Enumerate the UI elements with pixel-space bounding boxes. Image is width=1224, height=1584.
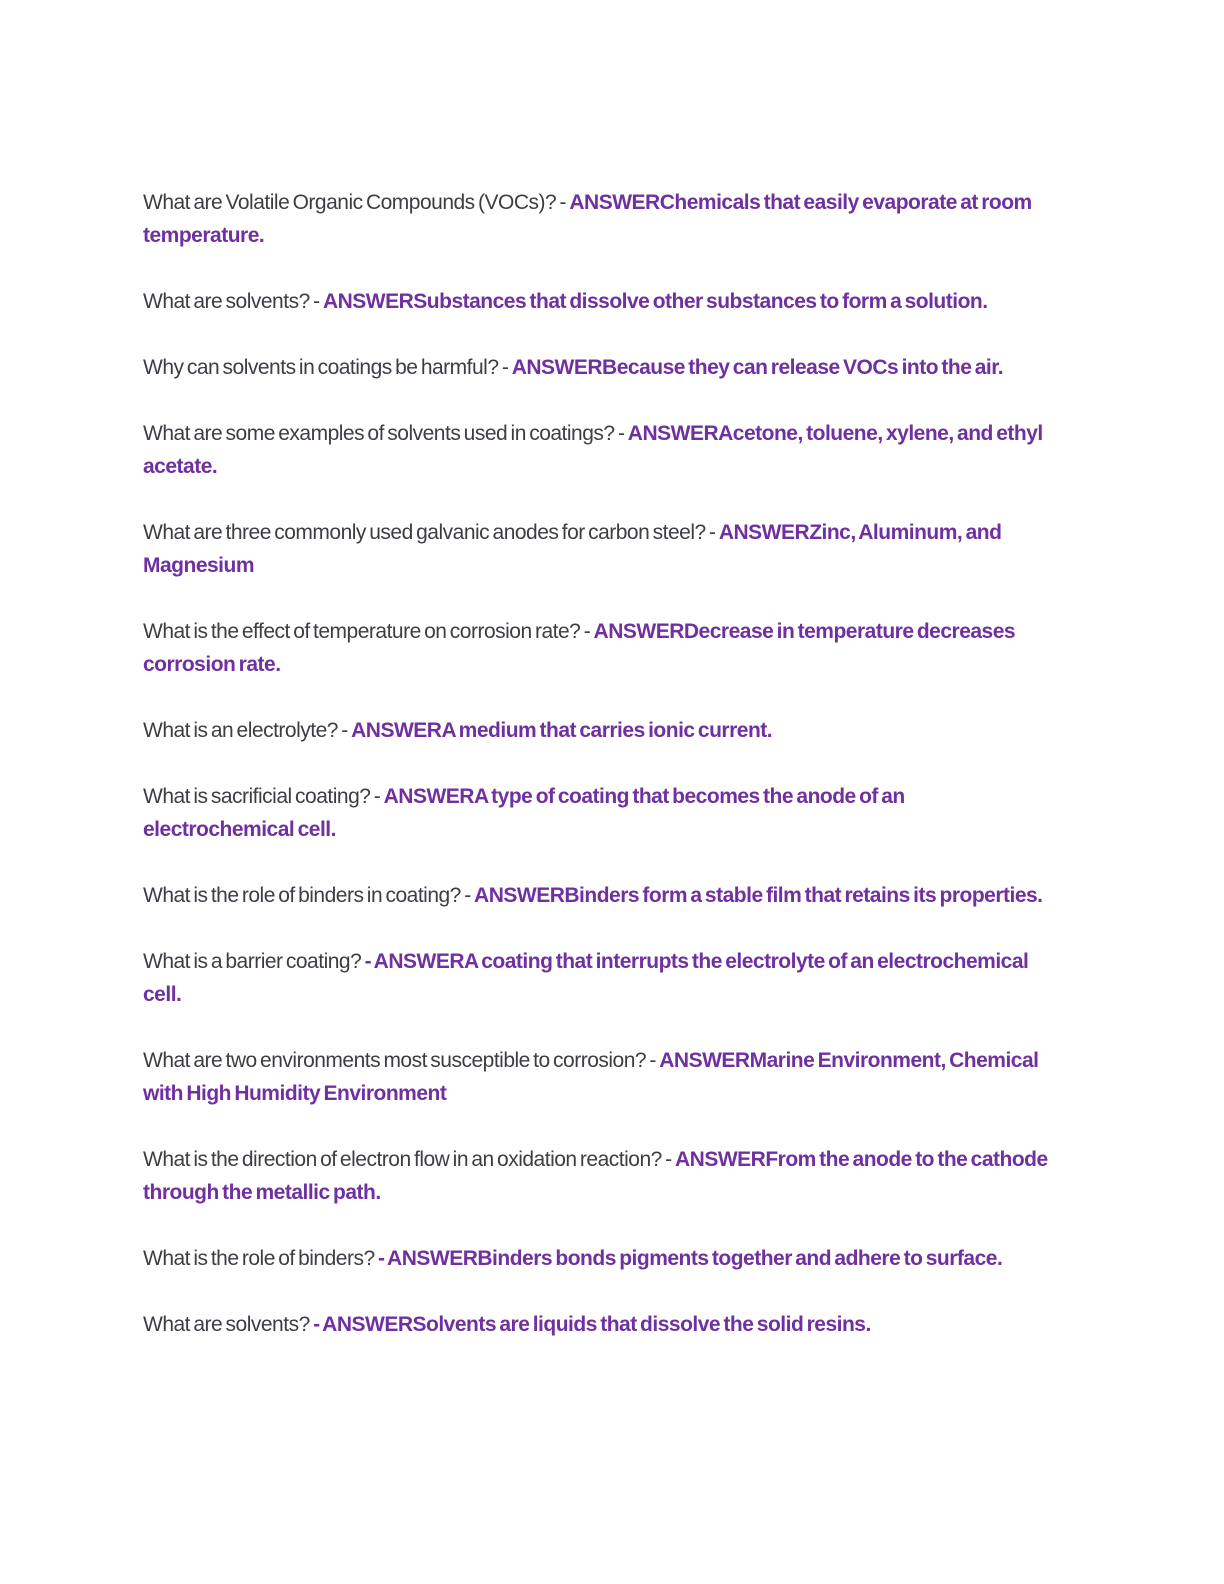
qa-item (143, 285, 1049, 318)
question-text: What are Volatile Organic Compounds (VOCs)? (143, 191, 557, 214)
answer-text (474, 884, 1042, 907)
answer-body: Marine Environment, Chemical with High Humidity Environment (143, 1049, 1039, 1105)
answer-body: Acetone, toluene, xylene, and ethyl acetate. (143, 422, 1043, 478)
answer-text (387, 1247, 1002, 1270)
answer-prefix: ANSWER (322, 290, 414, 313)
separator-dash: - (337, 719, 352, 742)
separator-dash: - (309, 1313, 323, 1336)
question-text: What are solvents? (143, 1313, 310, 1336)
answer-prefix: ANSWER (474, 884, 565, 907)
answer-prefix: ANSWER (718, 521, 810, 544)
question-text: What are three commonly used galvanic anodes for carbon steel? (143, 521, 706, 544)
answer-prefix: ANSWER (593, 620, 684, 643)
answer-prefix: ANSWER (373, 950, 465, 973)
answer-body: Chemicals that easily evaporate at room temperature. (143, 191, 1032, 247)
question-text: What is sacrificial coating? (143, 785, 371, 808)
question-text: What is the effect of temperature on corrosion rate? (143, 620, 581, 643)
answer-body: Decrease in temperature decreases corrosion rate. (143, 620, 1016, 676)
qa-item (143, 1242, 1049, 1275)
answer-body: Binders form a stable film that retains its properties. (564, 884, 1043, 907)
question-text: What is the role of binders in coating? (143, 884, 461, 907)
qa-item (143, 1308, 1049, 1341)
answer-prefix: ANSWER (322, 1313, 413, 1336)
answer-prefix: ANSWER (659, 1049, 750, 1072)
answer-prefix: ANSWER (383, 785, 474, 808)
qa-item (143, 417, 1049, 483)
qa-item (143, 615, 1049, 681)
answer-body: Solvents are liquids that dissolve the solid resins. (412, 1313, 871, 1336)
answer-prefix: ANSWER (351, 719, 442, 742)
question-text: What is a barrier coating? (143, 950, 362, 973)
qa-item (143, 780, 1049, 846)
qa-item (143, 714, 1049, 747)
answer-body: A type of coating that becomes the anode of an electrochemical cell. (143, 785, 905, 841)
answer-body: Zinc, Aluminum, and Magnesium (143, 521, 1002, 577)
answer-body: Because they can release VOCs into the air. (602, 356, 1004, 379)
answer-body: A medium that carries ionic current. (441, 719, 773, 742)
answer-body: A coating that interrupts the electrolyte of an electrochemical cell. (143, 950, 1029, 1006)
qa-item (143, 1143, 1049, 1209)
answer-prefix: ANSWER (387, 1247, 478, 1270)
answer-body: Substances that dissolve other substances to form a solution. (413, 290, 988, 313)
answer-body: Binders bonds pigments together and adhere to surface. (477, 1247, 1003, 1270)
qa-item (143, 351, 1049, 384)
question-text: What is the direction of electron flow in an oxidation reaction? (143, 1148, 662, 1171)
separator-dash: - (460, 884, 475, 907)
answer-body: From the anode to the cathode through the metallic path. (143, 1148, 1048, 1204)
qa-item (143, 186, 1049, 252)
question-text: What are solvents? (143, 290, 310, 313)
separator-dash: - (614, 422, 628, 445)
separator-dash: - (705, 521, 719, 544)
separator-dash: - (374, 1247, 388, 1270)
qa-list (143, 186, 1049, 1374)
answer-prefix: ANSWER (675, 1148, 766, 1171)
separator-dash: - (580, 620, 594, 643)
answer-prefix: ANSWER (511, 356, 603, 379)
answer-text (323, 290, 988, 313)
qa-item (143, 879, 1049, 912)
answer-text (322, 1313, 871, 1336)
answer-prefix: ANSWER (569, 191, 660, 214)
qa-item (143, 516, 1049, 582)
answer-text (512, 356, 1003, 379)
separator-dash: - (661, 1148, 675, 1171)
qa-item (143, 945, 1049, 1011)
answer-prefix: ANSWER (627, 422, 719, 445)
question-text: Why can solvents in coatings be harmful? (143, 356, 499, 379)
question-text: What are some examples of solvents used in coatings? (143, 422, 615, 445)
question-text: What is the role of binders? (143, 1247, 375, 1270)
answer-text (351, 719, 772, 742)
separator-dash: - (646, 1049, 660, 1072)
question-text: What is an electrolyte? (143, 719, 338, 742)
separator-dash: - (361, 950, 374, 973)
separator-dash: - (498, 356, 512, 379)
separator-dash: - (556, 191, 570, 214)
qa-item (143, 1044, 1049, 1110)
separator-dash: - (309, 290, 323, 313)
question-text: What are two environments most susceptible to corrosion? (143, 1049, 647, 1072)
separator-dash: - (370, 785, 384, 808)
